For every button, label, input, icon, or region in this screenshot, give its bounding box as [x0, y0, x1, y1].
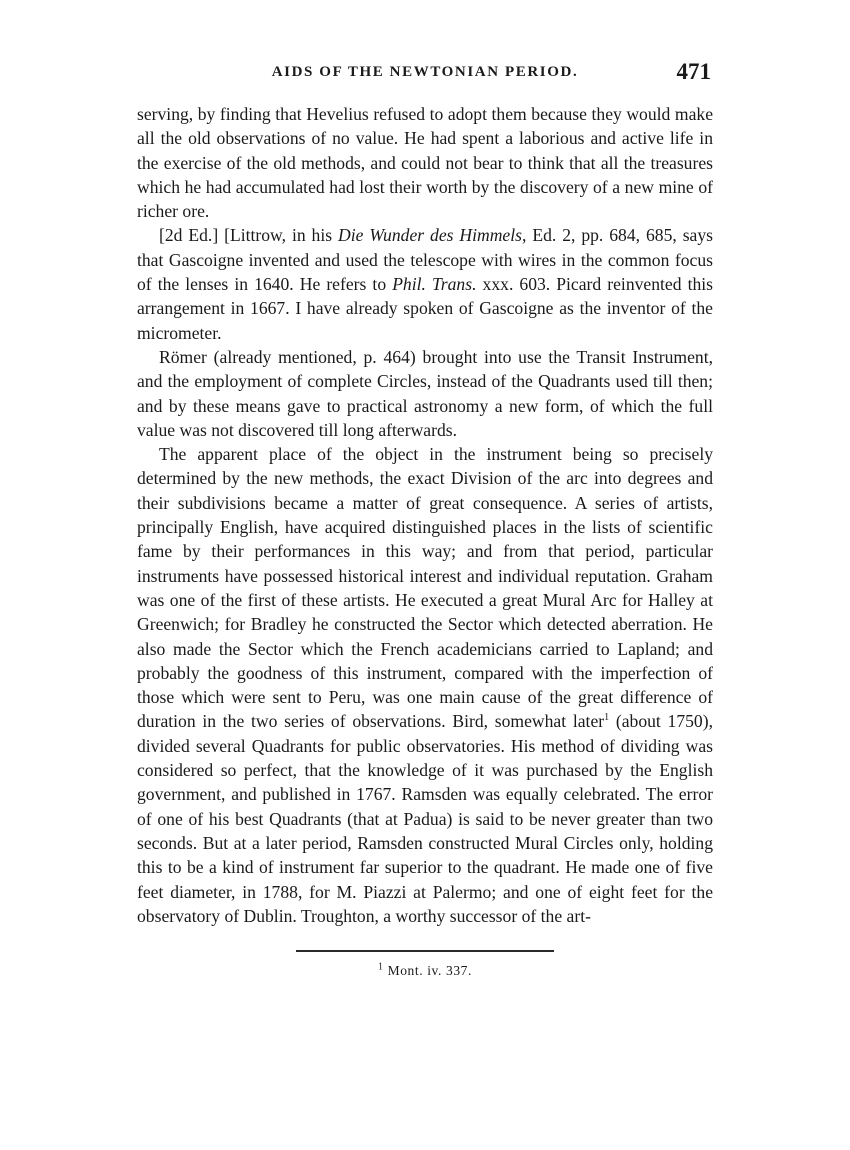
running-title: AIDS OF THE NEWTONIAN PERIOD.	[271, 64, 579, 80]
body-text	[137, 102, 713, 928]
book-page	[137, 59, 714, 979]
footnote-reference: 1	[604, 712, 610, 724]
italic-text: Phil. Trans.	[392, 274, 477, 295]
page-number: 471	[676, 59, 711, 84]
text-segment: xxx. 603. Picard reinvented this arrangement in 1667. I have already spoken of Gascoigne as the inventor of the micrometer.	[137, 274, 714, 343]
paragraph	[137, 442, 713, 928]
italic-text: Die Wunder des Himmels	[338, 225, 522, 246]
text-segment: Römer (already mentioned, p. 464) brought into use the Transit Instrument, and the employment of complete Circles, instead of the Quadrants used till then; and by these means gave to practical astronomy a new form, of which the full value was not discovered till long afterwards.	[137, 346, 713, 440]
footnote-rule	[296, 950, 554, 952]
text-segment: The apparent place of the object in the instrument being so precisely determined by the new methods, the exact Division of the arc into degrees and their subdivisions became a matter of great consequence. A series of artists, principally English, have acquired distinguished places in the lists of scientific fame by their performances in this way; and from that period, particular instruments have possessed historical interest and individual reputation. Graham was one of the first of these artists. He executed a great Mural Arc for Halley at Greenwich; for Bradley he constructed the Sector which detected aberration. He also made the Sector which the French academicians carried to Lapland; and probably the goodness of this instrument, compared with the imperfection of those which were sent to Peru, was one main cause of the great difference of duration in the two series of observations. Bird, somewhat later	[137, 444, 713, 732]
running-header	[137, 59, 713, 92]
footnote	[137, 963, 713, 979]
paragraph	[137, 102, 713, 223]
footnote-text: Mont. iv. 337.	[383, 963, 472, 979]
paragraph	[137, 345, 713, 442]
footnote-marker: 1	[378, 961, 384, 973]
text-segment: [2d Ed.] [Littrow, in his	[159, 225, 339, 246]
text-segment: (about 1750), divided several Quadrants for public observatories. His method of dividing was considered so perfect, that the knowledge of it was purchased by the English government, and published in 1767. Ramsden was equally celebrated. The error of one of his best Quadrants (that at Padua) is said to be never greater than two seconds. But at a later period, Ramsden constructed Mural Circles only, holding this to be a kind of instrument far superior to the quadrant. He made one of five feet diameter, in 1788, for M. Piazzi at Palermo; and one of eight feet for the observatory of Dublin. Troughton, a worthy successor of the art-	[137, 711, 713, 926]
text-segment: serving, by finding that Hevelius refused to adopt them because they would make all the old observations of no value. He had spent a laborious and active life in the exercise of the old methods, and could not bear to think that all the treasures which he had accumulated had lost their worth by the discovery of a new mine of richer ore.	[137, 104, 713, 222]
text-segment: , Ed. 2, pp. 684, 685, says that Gascoigne invented and used the telescope with wires in the common focus of the lenses in 1640. He refers to	[137, 225, 713, 295]
paragraph	[137, 223, 713, 344]
